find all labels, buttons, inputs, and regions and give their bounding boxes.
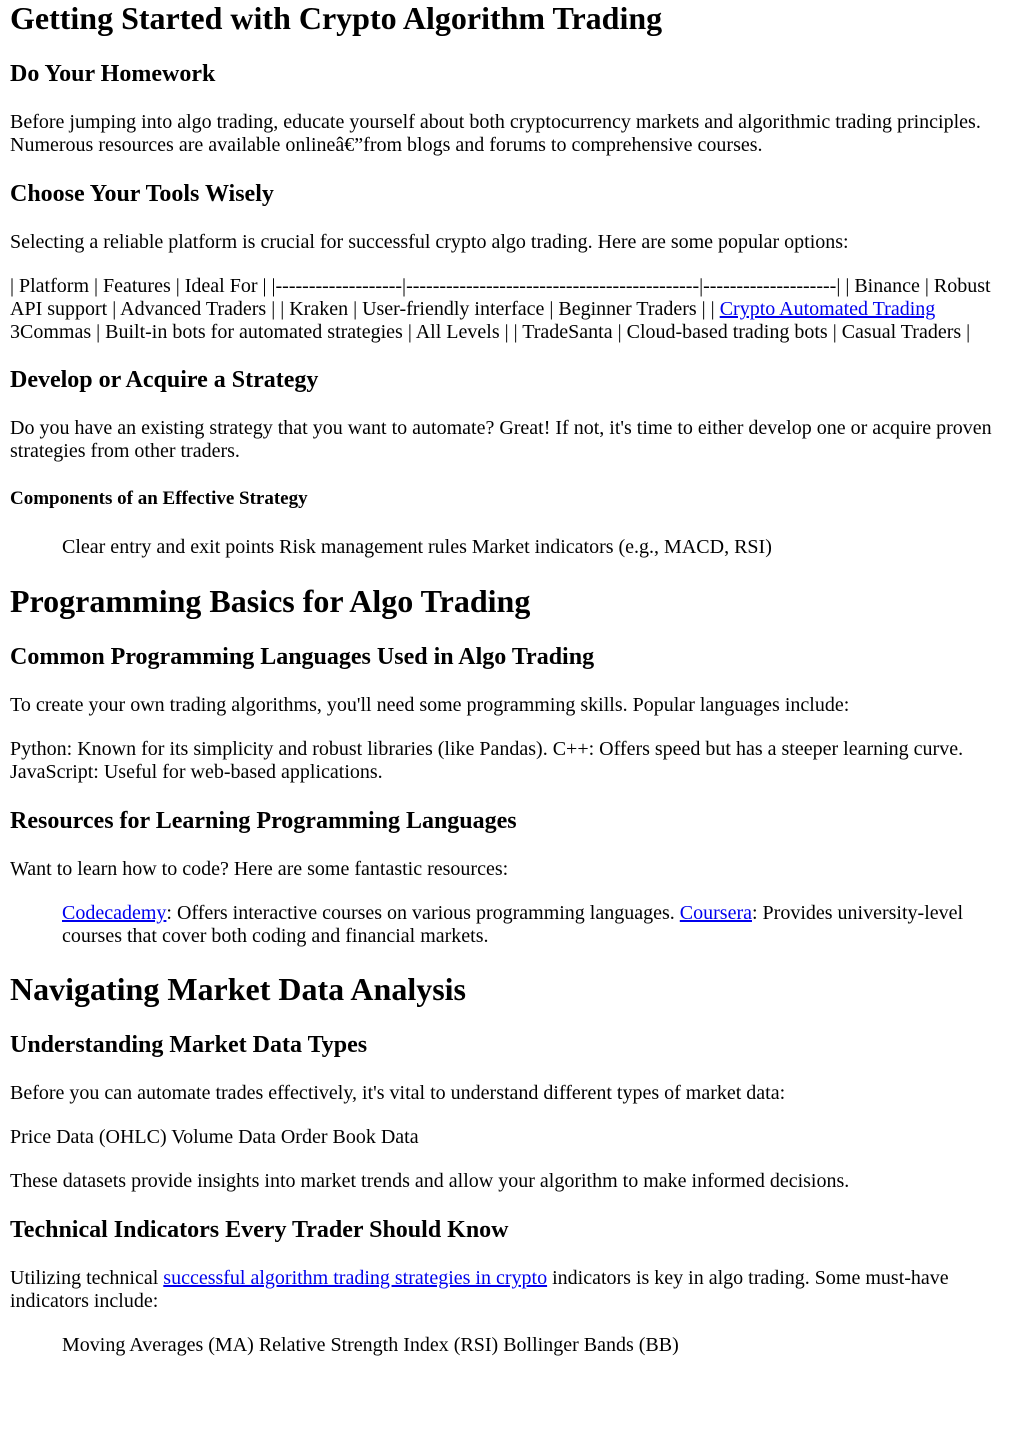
resource-text-1: : Offers interactive courses on various programming languages. [166, 902, 680, 924]
heading-indicators: Technical Indicators Every Trader Should Know [10, 1217, 509, 1243]
paragraph-indicators [10, 1267, 1014, 1313]
paragraph-platform-table [10, 275, 1014, 344]
heading-choose-tools: Choose Your Tools Wisely [10, 181, 274, 207]
indicators-text-after: indicators is key in algo trading. Some must-have indicators include: [10, 1267, 949, 1312]
paragraph-data-types-intro: Before you can automate trades effectively, it's vital to understand different types of market data: [10, 1082, 786, 1104]
section-title-programming: Programming Basics for Algo Trading [10, 583, 531, 619]
blockquote-components: Clear entry and exit points Risk management rules Market indicators (e.g., MACD, RSI) [62, 536, 772, 558]
blockquote-resources [62, 902, 1014, 948]
heading-data-types: Understanding Market Data Types [10, 1032, 368, 1058]
link-crypto-automated-trading[interactable]: Crypto Automated Trading [719, 298, 936, 320]
indicators-text-before: Utilizing technical [10, 1267, 164, 1289]
paragraph-homework: Before jumping into algo trading, educate yourself about both cryptocurrency markets and algorithmic trading principles. Numerous resources are available onlineâ€”from blogs and forums to comprehensive courses. [10, 111, 981, 156]
heading-languages: Common Programming Languages Used in Algo Trading [10, 644, 595, 670]
paragraph-strategy: Do you have an existing strategy that you want to automate? Great! If not, it's time to either develop one or acquire proven strategies from other traders. [10, 417, 992, 462]
paragraph-tools-intro: Selecting a reliable platform is crucial for successful crypto algo trading. Here are some popular options: [10, 231, 849, 253]
link-successful-strategies[interactable]: successful algorithm trading strategies in crypto [163, 1267, 548, 1289]
link-codecademy[interactable]: Codecademy [62, 902, 167, 924]
paragraph-languages-intro: To create your own trading algorithms, you'll need some programming skills. Popular languages include: [10, 694, 850, 716]
link-coursera[interactable]: Coursera [679, 902, 752, 924]
resource-text-2: : Provides university-level courses that cover both coding and financial markets. [62, 902, 964, 947]
paragraph-data-types-list: Price Data (OHLC) Volume Data Order Book Data [10, 1126, 419, 1148]
paragraph-resources-intro: Want to learn how to code? Here are some fantastic resources: [10, 858, 509, 880]
heading-develop-strategy: Develop or Acquire a Strategy [10, 367, 319, 393]
heading-components: Components of an Effective Strategy [10, 488, 308, 509]
paragraph-languages-list: Python: Known for its simplicity and robust libraries (like Pandas). C++: Offers speed but has a steeper learning curve. JavaScript: Useful for web-based applications. [10, 738, 964, 783]
paragraph-datasets-summary: These datasets provide insights into market trends and allow your algorithm to make informed decisions. [10, 1170, 850, 1192]
blockquote-indicators: Moving Averages (MA) Relative Strength Index (RSI) Bollinger Bands (BB) [62, 1334, 679, 1356]
heading-do-your-homework: Do Your Homework [10, 61, 216, 87]
section-title-market: Navigating Market Data Analysis [10, 971, 466, 1007]
section-title-getting-started: Getting Started with Crypto Algorithm Trading [10, 0, 663, 36]
heading-resources: Resources for Learning Programming Languages [10, 808, 517, 834]
table-text-after: 3Commas | Built-in bots for automated strategies | All Levels | | TradeSanta | Cloud-based trading bots | Casual Traders | [10, 321, 971, 343]
table-text-before: | Platform | Features | Ideal For | |-------------------|--------------------------------------------|--------------------| | Binance | Robust API support | Advanced Traders | | Kraken | User-friendly interface | Beginner Traders | | [10, 275, 991, 320]
